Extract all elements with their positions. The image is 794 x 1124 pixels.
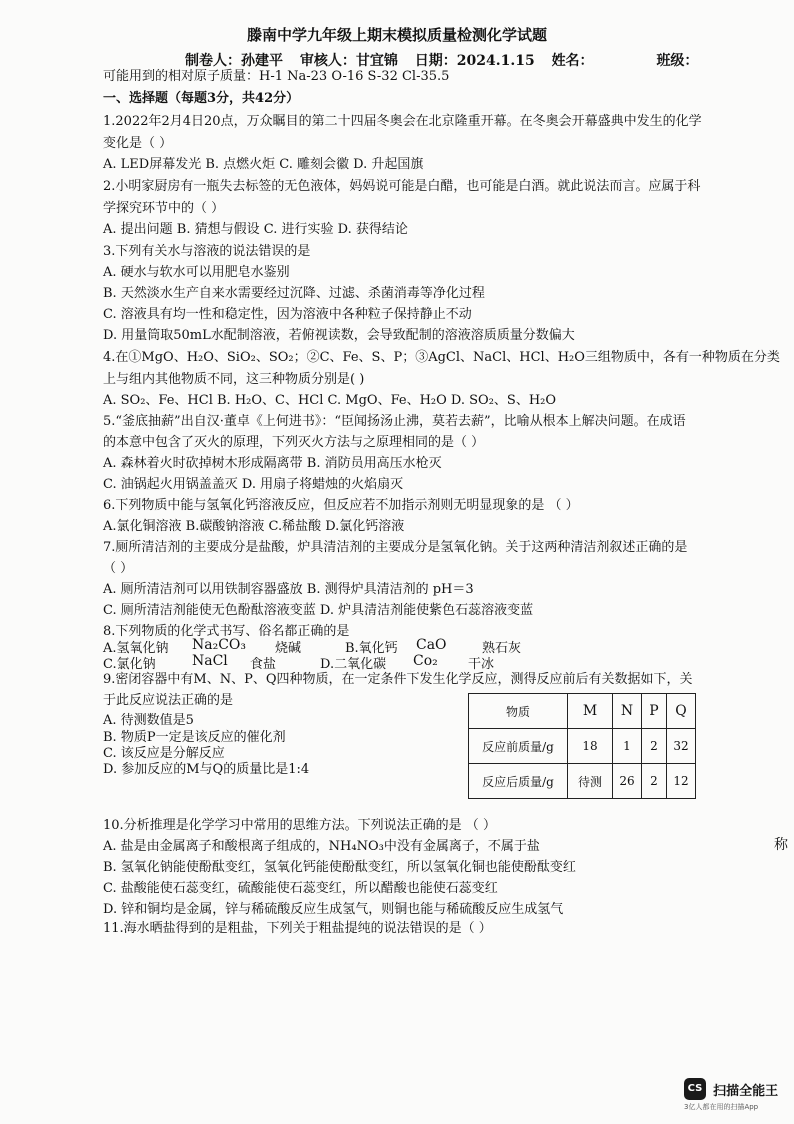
exam-date: 日期：2024.1.15 [414, 53, 535, 69]
table-header-row [469, 694, 696, 729]
q10-option-c: C. 盐酸能使石蕊变红，硫酸能使石蕊变红，所以醋酸也能使石蕊变红 [103, 881, 498, 896]
q9-option-a: A. 待测数值是5 [103, 713, 194, 728]
q8-a-common: 烧碱 [275, 641, 302, 656]
exam-title: 滕南中学九年级上期末模拟质量检测化学试题 [246, 26, 547, 44]
exam-meta [185, 50, 710, 70]
scanner-tagline: 3亿人都在用的扫描App [684, 1103, 759, 1111]
q4-line2: 上与组内其他物质不同，这三种物质分别是( ) [103, 372, 365, 387]
q8-d-common: 干冰 [468, 657, 495, 672]
table-cell: 1 [613, 729, 642, 764]
q6-stem: 6.下列物质中能与氢氧化钙溶液反应，但反应若不加指示剂则无明显现象的是 （ ） [103, 498, 579, 513]
q5-line1: 5.“釜底抽薪”出自汉·董卓《上何进书》：“臣闻扬汤止沸，莫若去薪”，比喻从根本上解决问题。在成语 [103, 414, 686, 429]
class-field: 班级： [656, 53, 699, 69]
q8-a-label: A.氢氧化钠 [103, 641, 169, 656]
table-header-cell: N [613, 694, 642, 729]
q3-option-b: B. 天然淡水生产自来水需要经过沉降、过滤、杀菌消毒等净化过程 [103, 286, 485, 301]
q8-d-label: D.二氧化碳 [320, 657, 387, 672]
q1-line2: 变化是（ ） [103, 136, 173, 151]
q10-option-b: B. 氢氧化钠能使酚酞变红，氢氧化钙能使酚酞变红，所以氢氧化铜也能使酚酞变红 [103, 860, 576, 875]
q1-options: A. LED屏幕发光 B. 点燃火炬 C. 雕刻会徽 D. 升起国旗 [103, 157, 424, 172]
q4-line1: 4.在①MgO、H₂O、SiO₂、SO₂；②C、Fe、S、P；③AgCl、NaCl、HCl、H₂O三组物质中，各有一种物质在分类 [103, 350, 780, 365]
q8-stem: 8.下列物质的化学式书写、俗名都正确的是 [103, 624, 350, 639]
q5-line2: 的本意中包含了灭火的原理，下列灭火方法与之原理相同的是（ ） [103, 435, 485, 450]
q8-b-formula: CaO [416, 637, 447, 653]
reviewer: 审核人：甘宜锦 [299, 53, 398, 69]
q6-options: A.氯化铜溶液 B.碳酸钠溶液 C.稀盐酸 D.氯化钙溶液 [103, 519, 405, 534]
author: 制卷人：孙建平 [185, 53, 283, 69]
q5-options-cd: C. 油锅起火用锅盖盖灭 D. 用扇子将蜡烛的火焰扇灭 [103, 477, 404, 492]
table-cell: 12 [667, 764, 696, 799]
table-cell: 26 [613, 764, 642, 799]
q8-a-formula: Na₂CO₃ [192, 637, 247, 653]
q9-line1: 9.密闭容器中有M、N、P、Q四种物质，在一定条件下发生化学反应，测得反应前后有关数据如下，关 [103, 672, 693, 687]
q8-c-common: 食盐 [250, 657, 277, 672]
q9-line2: 于此反应说法正确的是 [103, 693, 234, 708]
q3-option-a: A. 硬水与软水可以用肥皂水鉴别 [103, 265, 290, 280]
table-header-cell: P [642, 694, 667, 729]
table-cell: 18 [568, 729, 613, 764]
q2-line2: 学探究环节中的（ ） [103, 201, 225, 216]
cut-off-side-text: 称 [774, 837, 788, 853]
table-header-cell: 物质 [469, 694, 568, 729]
camscanner-logo-icon: CS [684, 1078, 706, 1100]
table-row [469, 729, 696, 764]
scanner-brand: 扫描全能王 [713, 1083, 779, 1099]
q8-c-formula: NaCl [192, 653, 228, 669]
table-cell: 反应前质量/g [469, 729, 568, 764]
q9-option-c: C. 该反应是分解反应 [103, 746, 225, 761]
q2-line1: 2.小明家厨房有一瓶失去标签的无色液体，妈妈说可能是白醋，也可能是白酒。就此说法而言。应属于科 [103, 179, 701, 194]
q9-data-table [468, 693, 696, 799]
table-header-cell: Q [667, 694, 696, 729]
scanner-watermark [684, 1078, 778, 1112]
q7-line2: （ ） [103, 561, 134, 576]
q3-option-c: C. 溶液具有均一性和稳定性，因为溶液中各种粒子保持静止不动 [103, 307, 472, 322]
q7-options-ab: A. 厕所清洁剂可以用铁制容器盛放 B. 测得炉具清洁剂的 pH＝3 [103, 582, 474, 597]
table-cell: 反应后质量/g [469, 764, 568, 799]
q8-d-formula: Co₂ [413, 653, 438, 669]
q9-option-d: D. 参加反应的M与Q的质量比是1:4 [103, 762, 310, 777]
table-cell: 待测 [568, 764, 613, 799]
q7-line1: 7.厕所清洁剂的主要成分是盐酸，炉具清洁剂的主要成分是氢氧化钠。关于这两种清洁剂叙述正确的是 [103, 540, 688, 555]
q2-options: A. 提出问题 B. 猜想与假设 C. 进行实验 D. 获得结论 [103, 222, 408, 237]
q3-stem: 3.下列有关水与溶液的说法错误的是 [103, 244, 311, 259]
q5-options-ab: A. 森林着火时砍掉树木形成隔离带 B. 消防员用高压水枪灭 [103, 456, 442, 471]
q10-option-d: D. 锌和铜均是金属，锌与稀硫酸反应生成氢气，则铜也能与稀硫酸反应生成氢气 [103, 902, 564, 917]
q7-options-cd: C. 厕所清洁剂能使无色酚酞溶液变蓝 D. 炉具清洁剂能使紫色石蕊溶液变蓝 [103, 603, 534, 618]
q8-b-common: 熟石灰 [482, 641, 522, 656]
q8-b-label: B.氧化钙 [345, 641, 398, 656]
table-header-cell: M [568, 694, 613, 729]
q10-stem: 10.分析推理是化学学习中常用的思维方法。下列说法正确的是 （ ） [103, 818, 496, 833]
section-heading: 一、选择题（每题3分，共42分） [103, 91, 300, 106]
table-row [469, 764, 696, 799]
table-cell: 2 [642, 764, 667, 799]
atomic-masses: 可能用到的相对原子质量：H-1 Na-23 O-16 S-32 Cl-35.5 [103, 69, 450, 84]
q8-c-label: C.氯化钠 [103, 657, 156, 672]
table-cell: 32 [667, 729, 696, 764]
q9-option-b: B. 物质P一定是该反应的催化剂 [103, 730, 286, 745]
q4-options: A. SO₂、Fe、HCl B. H₂O、C、HCl C. MgO、Fe、H₂O D. SO₂、S、H₂O [103, 393, 557, 408]
q3-option-d: D. 用量筒取50mL水配制溶液，若俯视读数，会导致配制的溶液溶质质量分数偏大 [103, 328, 575, 343]
q11-stem: 11.海水晒盐得到的是粗盐，下列关于粗盐提纯的说法错误的是（ ） [103, 921, 492, 936]
q1-line1: 1.2022年2月4日20点，万众瞩目的第二十四届冬奥会在北京隆重开幕。在冬奥会开幕盛典中发生的化学 [103, 114, 702, 129]
name-field: 姓名： [551, 53, 594, 69]
q10-option-a: A. 盐是由金属离子和酸根离子组成的，NH₄NO₃中没有金属离子，不属于盐 [103, 839, 540, 854]
table-cell: 2 [642, 729, 667, 764]
